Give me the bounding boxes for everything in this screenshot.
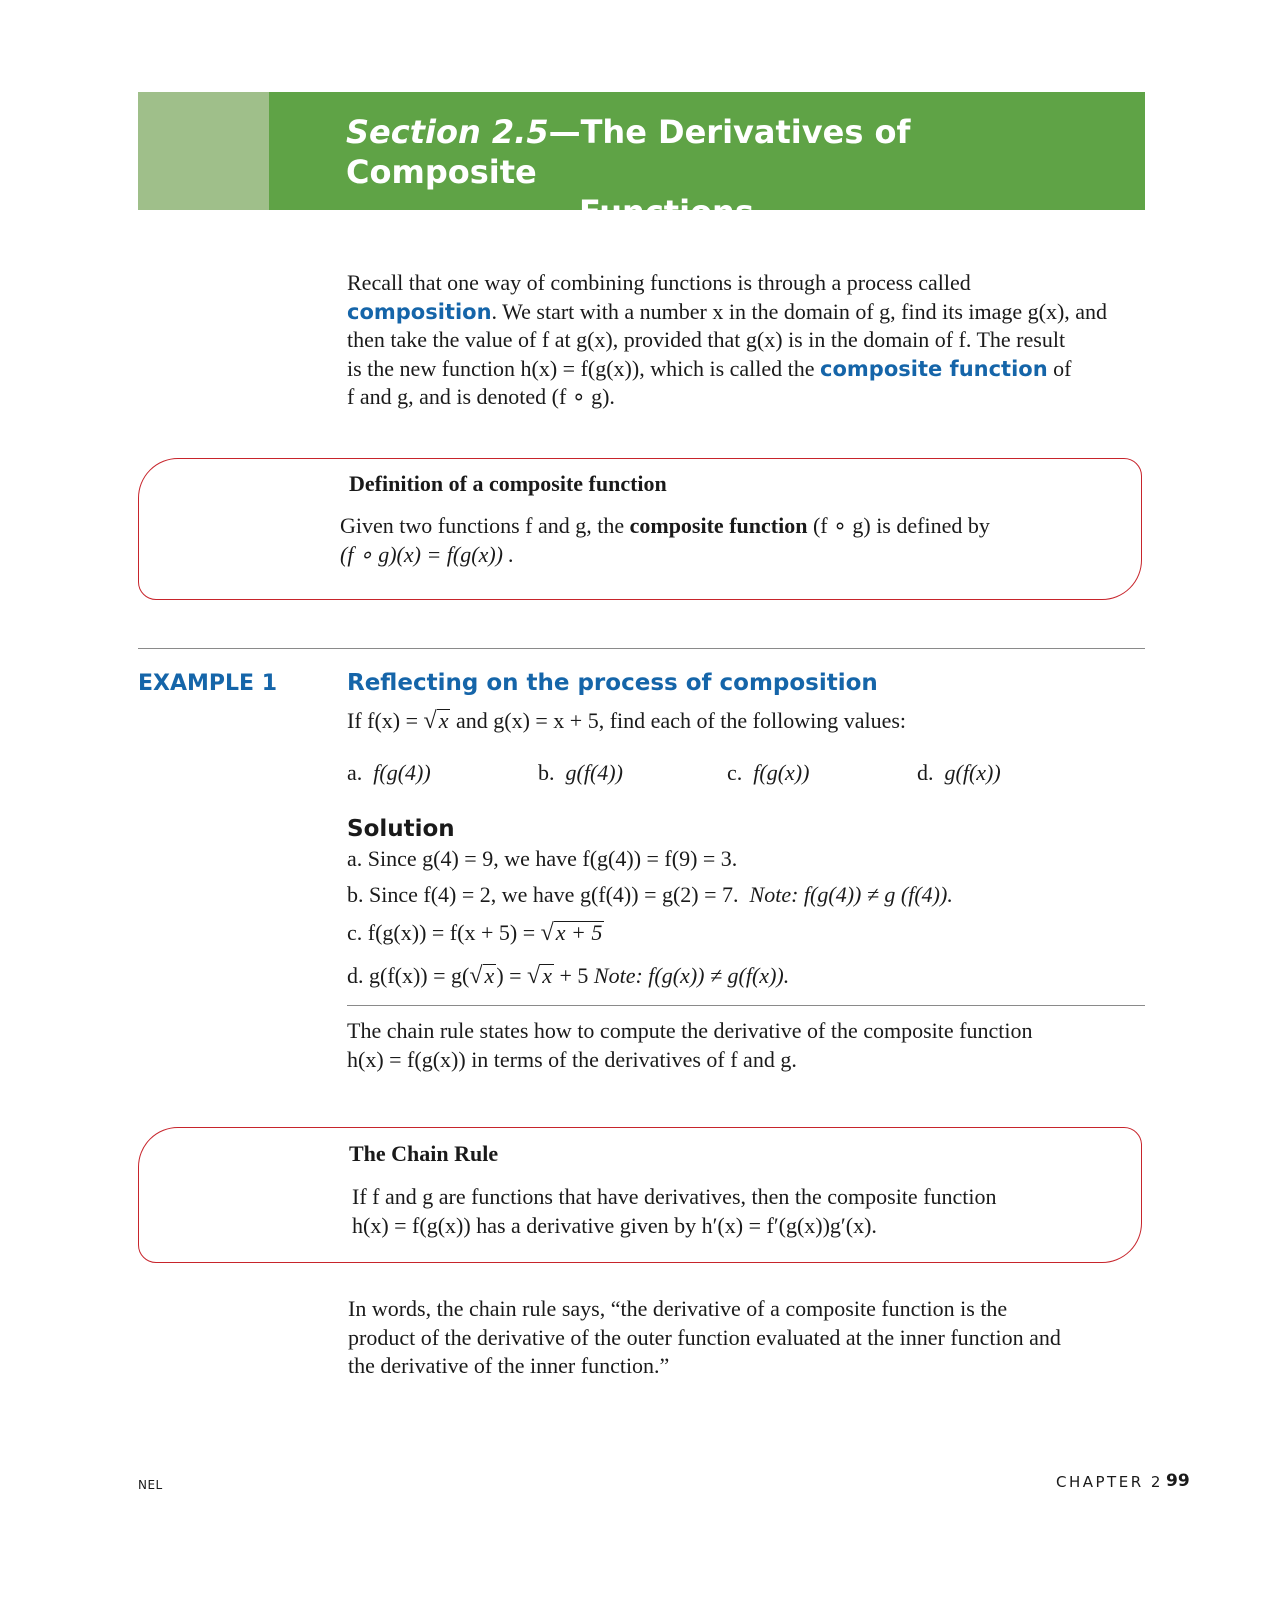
solution-d-tail: + 5 [559,963,589,988]
radical-sign-icon: √ [469,963,483,989]
part-c-letter: c. [727,760,743,785]
part-b-letter: b. [538,760,555,785]
solution-d-note: Note: f(g(x)) ≠ g(f(x)). [593,963,790,988]
solution-d-main: d. g(f(x)) = g( [347,963,470,988]
part-c-expr: f(g(x)) [753,760,810,785]
definition-line-1 [340,511,1130,540]
solution-c-main: c. f(g(x)) = f(x + 5) = [347,920,536,945]
section-title [346,112,1106,232]
example-prompt-b: and g(x) = x + 5, find each of the following values: [455,708,907,733]
chain-rule-intro [347,1017,1147,1074]
example-prompt [347,707,906,736]
intro-line-1: Recall that one way of combining functions is through a process called [347,270,971,295]
intro-line-2 [347,298,1147,327]
solution-heading: Solution [347,816,455,842]
keyword-composition: composition [347,299,492,324]
chain-rule-intro-line-2: h(x) = f(g(x)) in terms of the derivatives of f and g. [347,1046,797,1072]
solution-b-note: Note: f(g(4)) ≠ g (f(4)). [749,882,953,907]
definition-title: Definition of a composite function [349,471,667,496]
solution-b [347,882,953,908]
chain-rule-box [138,1127,1142,1263]
intro-paragraph [347,269,1147,412]
solution-d-radicand-1: x [484,963,495,988]
words-line-2: product of the derivative of the outer function evaluated at the inner function and [348,1324,1061,1350]
page-number: 99 [1166,1471,1190,1491]
intro-line-3: then take the value of f at g(x), provided that g(x) is in the domain of f. The result [347,327,1066,352]
solution-d-mid: ) = [496,963,522,988]
example-bottom-rule [347,1005,1145,1006]
footer-chapter: CHAPTER 2 [1056,1473,1163,1491]
part-d-expr: g(f(x)) [944,760,1001,785]
part-b-expr: g(f(4)) [565,760,623,785]
chain-rule-in-words [348,1295,1148,1381]
chain-rule-text [352,1182,1132,1240]
example-prompt-radicand: x [438,708,449,733]
words-line-1: In words, the chain rule says, “the derivative of a composite function is the [348,1296,1008,1321]
intro-line-5: f and g, and is denoted (f ∘ g). [347,384,615,409]
part-d [917,760,1001,786]
chain-rule-line-2: h(x) = f(g(x)) has a derivative given by h′(x) = f′(g(x))g′(x). [352,1213,877,1238]
definition-box [138,458,1142,600]
part-d-letter: d. [917,760,934,785]
chain-rule-line-1: If f and g are functions that have derivatives, then the composite function [352,1184,997,1209]
part-c [727,760,809,786]
section-header-banner [138,92,1145,231]
solution-d [347,963,789,990]
example-top-rule [138,648,1145,649]
chain-rule-title: The Chain Rule [349,1141,499,1166]
solution-b-main: b. Since f(4) = 2, we have g(f(4)) = g(2) = 7. [347,882,739,907]
radical-sign-icon: √ [527,963,541,989]
example-prompt-a: If f(x) = [347,708,419,733]
footer-publisher: NEL [138,1478,163,1492]
part-a [347,760,431,786]
solution-c [347,920,604,947]
intro-line-2-text: . We start with a number x in the domain of g, find its image g(x), and [491,298,1108,324]
part-b [538,760,623,786]
keyword-composite-function: composite function [820,356,1048,381]
intro-line-4 [347,355,1147,384]
section-title-line1: —The Derivatives of Composite [346,113,911,191]
definition-formula: (f ∘ g)(x) = f(g(x)) . [340,542,514,567]
radical-sign-icon: √ [423,708,437,734]
radical-sign-icon: √ [540,920,554,946]
header-accent-tab [138,92,269,210]
definition-line-1-b: (f ∘ g) is defined by [812,513,990,538]
section-label: Section 2.5 [346,113,549,151]
definition-line-1-a: Given two functions f and g, the [340,513,625,538]
definition-bold-term: composite function [629,513,808,538]
solution-c-radicand: x + 5 [555,920,603,945]
words-line-3: the derivative of the inner function.” [348,1353,670,1378]
intro-line-4-text: is the new function h(x) = f(g(x)), which is called the [347,355,815,381]
section-title-line2: Functions [579,193,754,231]
definition-text [340,511,1130,569]
chain-rule-intro-line-1: The chain rule states how to compute the derivative of the composite function [347,1018,1033,1043]
example-label: EXAMPLE 1 [138,671,278,696]
part-a-letter: a. [347,760,363,785]
solution-d-radicand-2: x [542,963,552,988]
solution-a: a. Since g(4) = 9, we have f(g(4)) = f(9) = 3. [347,846,738,871]
example-title: Reflecting on the process of composition [347,670,878,696]
intro-line-4-tail: of [1053,355,1072,381]
part-a-expr: f(g(4)) [373,760,431,785]
